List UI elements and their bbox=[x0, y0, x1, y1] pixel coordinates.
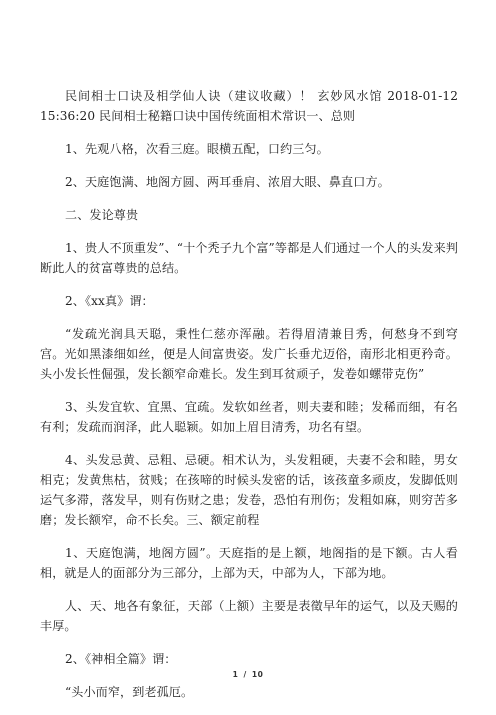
paragraph: 2、《神相全篇》谓： bbox=[65, 652, 177, 666]
paragraph: 1、先观八格，次看三庭。眼横五配，口约三匀。 bbox=[65, 142, 329, 156]
paragraph: 4、头发忌黄、忌粗、忌硬。相术认为，头发粗硬，夫妻不会和睦，男女相克；发黄焦枯，贫贱；在孩啼的时候头发密的话，该孩童多顽皮，发脚低则运气多滞，落发早，则有伤财之患；发卷，恐怕有刑伤；发粗如麻，则穷苦多磨；发长额窄，命不长矣。三、额定前程 bbox=[40, 453, 458, 527]
paragraph: 2、《xx真》谓： bbox=[65, 294, 154, 308]
quote-paragraph: “头小而窄，到老孤厄。 bbox=[65, 685, 194, 699]
paragraph: 1、天庭饱满，地阁方圆”。天庭指的是上额，地阁指的是下额。古人看相，就是人的面部分为三部分，上部为天，中部为人，下部为地。 bbox=[40, 546, 458, 580]
current-page-number: 1 bbox=[232, 670, 239, 679]
total-pages-number: 10 bbox=[251, 670, 264, 679]
section-heading: 二、发论尊贵 bbox=[65, 208, 139, 222]
paragraph: 2、天庭饱满、地阁方圆、两耳垂肩、浓眉大眼、鼻直口方。 bbox=[65, 175, 390, 189]
paragraph-title: 民间相士口诀及相学仙人诀（建议收藏）！ 玄妙风水馆 2018-01-12 15:36:20 民间相士秘籍口诀中国传统面相术常识一、总则 bbox=[40, 89, 458, 123]
page-separator: / bbox=[243, 670, 247, 679]
paragraph: 3、头发宜软、宜黑、宜疏。发软如丝者，则夫妻和睦；发稀而细，有名有利；发疏而润泽，此人聪颖。如加上眉目清秀，功名有望。 bbox=[40, 400, 458, 434]
paragraph: 1、贵人不顶重发”、“十个秃子九个富”等都是人们通过一个人的头发来判断此人的贫富尊贵的总结。 bbox=[40, 241, 458, 275]
quote-paragraph: “发疏光润具天聪，秉性仁慈亦浑融。若得眉清兼目秀，何愁身不到穹宫。光如黑漆细如丝，便是人间富贵姿。发广长垂尤迈俗，南形北相更矜奇。头小发长性倔强，发长额窄命难长。发生到耳贫顽子，发卷如螺带克伤” bbox=[40, 327, 458, 381]
paragraph: 人、天、地各有象征，天部（上额）主要是表徵早年的运气，以及天赐的丰厚。 bbox=[40, 599, 458, 633]
page-number-footer bbox=[0, 670, 496, 679]
document-body bbox=[40, 86, 458, 715]
